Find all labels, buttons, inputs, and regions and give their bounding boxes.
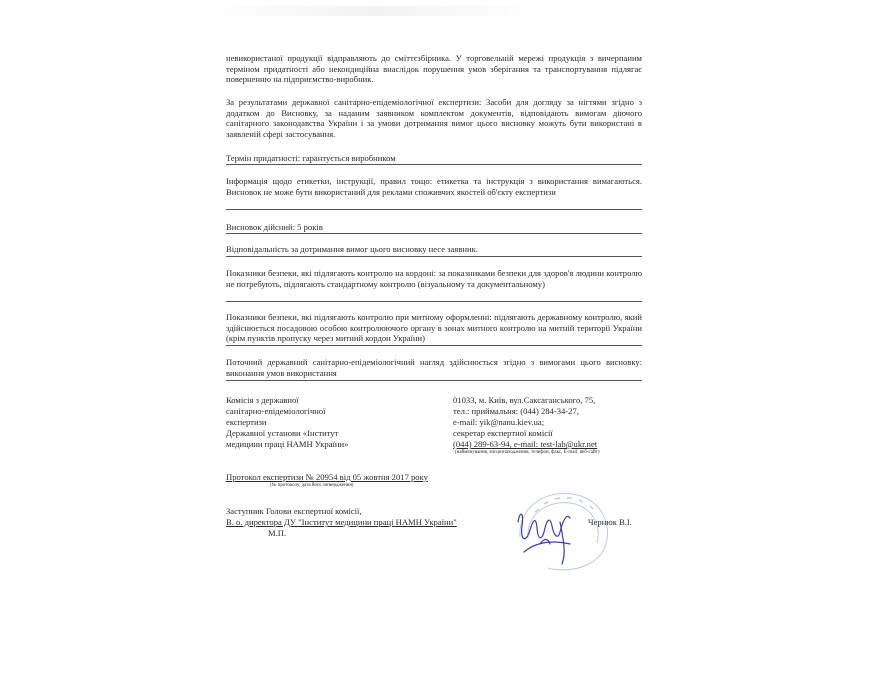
labeling: Інформація щодо етикетки, інструкції, правил тощо: етикетка та інструкція з використання вимагаються. Висновок не може бути використаний для реклами споживчих якостей об'єкту експертизи — [226, 176, 642, 197]
commission-left-line: експертизи — [226, 417, 267, 427]
divider — [226, 233, 642, 234]
safety-border: Показники безпеки, які підлягають контролю на кордоні: за показниками безпеки для здоров'я людини контролю не потребують, підлягають стандартному контролю (візуальному та документальному) — [226, 268, 642, 289]
shelf-life: Термін придатності: гарантується виробником — [226, 153, 396, 163]
protocol-text: Протокол експертизи № 20954 від 05 жовтня 2017 року — [226, 472, 428, 482]
faint-header-artifact — [210, 6, 540, 16]
protocol-caption: (№ протоколу, дата його затвердження) — [270, 483, 354, 488]
commission-right-line: 01033, м. Київ, вул.Саксаганського, 75, — [453, 395, 596, 405]
signature-icon — [518, 514, 570, 564]
divider — [226, 256, 642, 257]
signer-name: Чернюк В.І. — [588, 517, 632, 527]
commission-right-line: e-mail: yik@nanu.kiev.ua; — [453, 417, 545, 427]
validity: Висновок дійсний: 5 років — [226, 222, 323, 232]
divider — [226, 209, 642, 210]
supervision: Поточний державний санітарно-епідеміологічний нагляд здійснюється згідно з вимогами цього висновку: виконання умов використання — [226, 357, 642, 378]
divider — [226, 164, 642, 165]
commission-left-line: Комісія з державної — [226, 395, 299, 405]
commission-right-caption: (найменування, місцезнаходження, телефон, факс, E-mail, веб-сайт) — [455, 450, 600, 455]
mp-label: М.П. — [268, 528, 287, 538]
responsibility: Відповідальність за дотримання вимог цього висновку несе заявник. — [226, 244, 478, 254]
divider — [226, 380, 642, 381]
divider — [226, 345, 642, 346]
commission-right-line: тел.: приймальня: (044) 284-34-27, — [453, 406, 579, 416]
commission-left-line: санітарно-епідеміологічної — [226, 406, 326, 416]
signature-line2: В. о. директора ДУ "Інститут медицини праці НАМН України" — [226, 517, 457, 527]
para-disposal: невикористаної продукції відправляють до сміттєзбірника. У торговельній мережі продукція з вичерпаним терміном придатності або некондиційна внаслідок порушення умов зберігання та транспортування підлягає поверненню на підприємство-виробник. — [226, 53, 642, 85]
safety-customs: Показники безпеки, які підлягають контролю при митному оформленні: підлягають державному контролю, який здійснюється посадовою особою контролюючого органу в зонах митного контролю на митній території України (крім пунктів пропуску через митний кордон України) — [226, 312, 642, 344]
commission-right-line: (044) 289-63-94, e-mail: test-lab@ukr.net — [453, 439, 598, 449]
official-stamp-icon — [500, 482, 620, 577]
commission-left-line: медицини праці НАМН України» — [226, 439, 349, 449]
divider — [226, 301, 642, 302]
para-results: За результатами державної санітарно-епідеміологічної експертизи: Засоби для догляду за нігтями згідно з додатком до Висновку, за наданим заявником комплектом документів, відповідають вимогам діючого санітарного законодавства України і за умови дотримання вимог цього висновку можуть бути використані в заявленій сфері застосування. — [226, 97, 642, 139]
signature-line1: Заступник Голови експертної комісії, — [226, 506, 362, 516]
commission-right-line: секретар експертної комісії — [453, 428, 553, 438]
commission-left-line: Державної установи «Інститут — [226, 428, 339, 438]
